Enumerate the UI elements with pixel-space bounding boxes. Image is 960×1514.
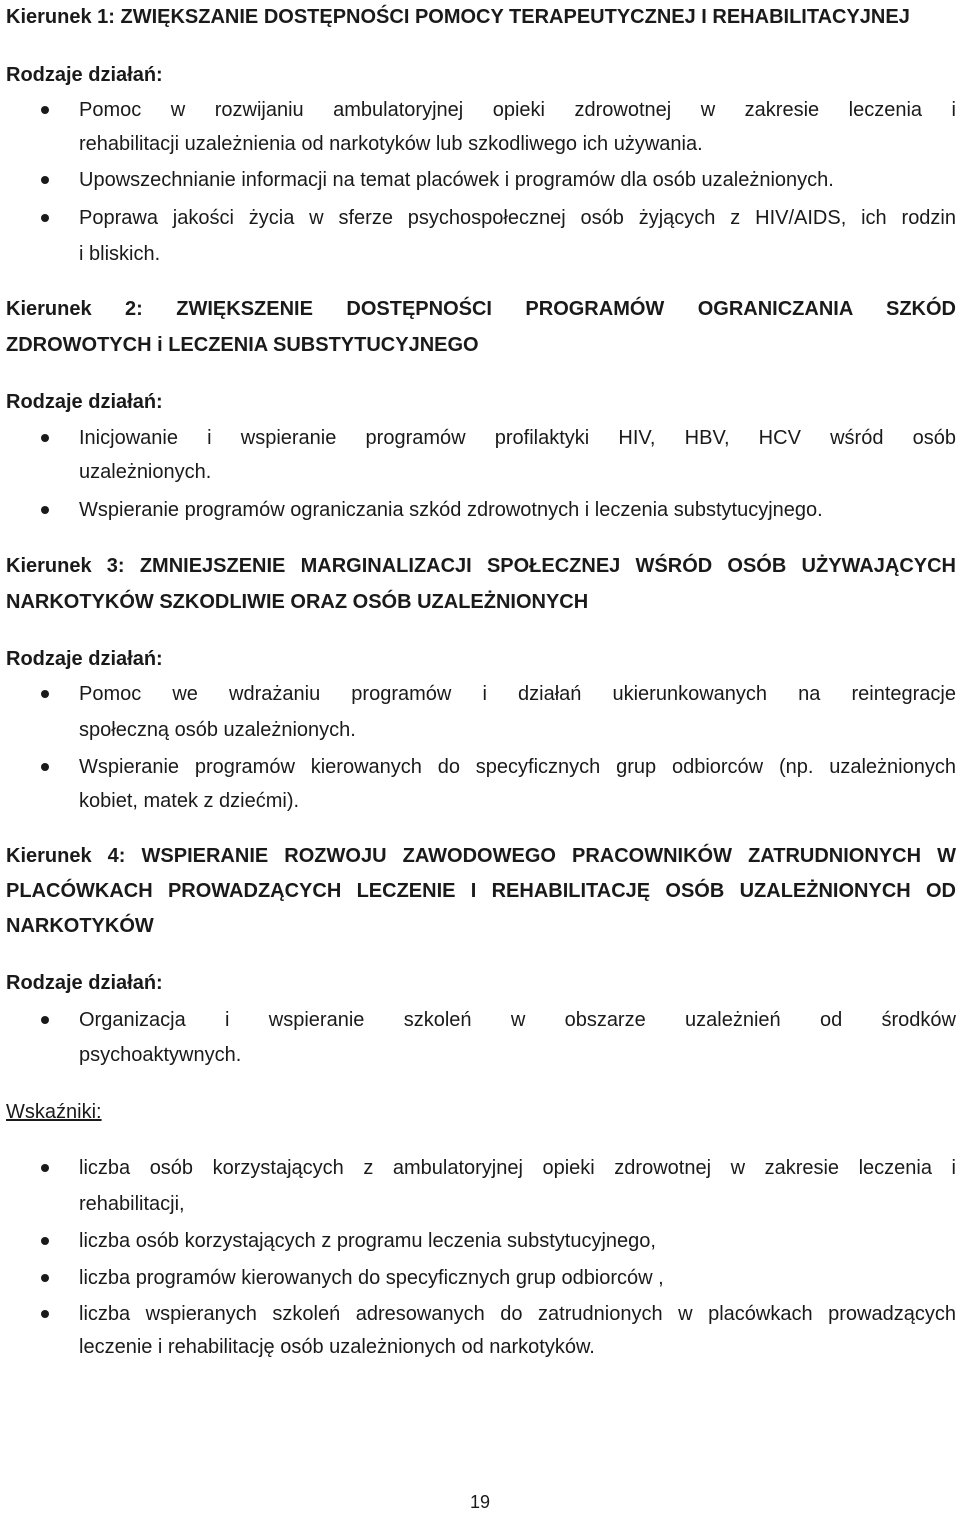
indicator-item: liczba osób korzystających z programu leczenia substytucyjnego, xyxy=(79,1230,656,1252)
actions-label: Rodzaje działań: xyxy=(6,64,163,86)
actions-label: Rodzaje działań: xyxy=(6,972,163,994)
list-item: Upowszechnianie informacji na temat placówek i programów dla osób uzależnionych. xyxy=(79,169,834,191)
list-item: Pomoc w rozwijaniu ambulatoryjnej opieki zdrowotnej w zakresie leczenia i xyxy=(79,99,956,121)
section-heading-continuation: NARKOTYKÓW SZKODLIWIE ORAZ OSÓB UZALEŻNIONYCH xyxy=(6,591,589,613)
page-number: 19 xyxy=(469,1492,491,1512)
bullet-icon xyxy=(41,176,49,184)
actions-label: Rodzaje działań: xyxy=(6,648,163,670)
list-item-continuation: rehabilitacji uzależnienia od narkotyków lub szkodliwego ich używania. xyxy=(79,133,703,155)
section-heading: Kierunek 2: ZWIĘKSZENIE DOSTĘPNOŚCI PROGRAMÓW OGRANICZANIA SZKÓD xyxy=(6,298,956,320)
bullet-icon xyxy=(41,214,49,222)
indicator-item-continuation: rehabilitacji, xyxy=(79,1193,185,1215)
bullet-icon xyxy=(41,1274,49,1282)
list-item-continuation: społeczną osób uzależnionych. xyxy=(79,719,356,741)
section-heading-continuation: NARKOTYKÓW xyxy=(6,915,154,937)
section-heading-continuation: PLACÓWKACH PROWADZĄCYCH LECZENIE I REHABILITACJĘ OSÓB UZALEŻNIONYCH OD xyxy=(6,880,956,902)
section-heading: Kierunek 3: ZMNIEJSZENIE MARGINALIZACJI SPOŁECZNEJ WŚRÓD OSÓB UŻYWAJĄCYCH xyxy=(6,555,956,577)
bullet-icon xyxy=(41,690,49,698)
indicator-item: liczba wspieranych szkoleń adresowanych do zatrudnionych w placówkach prowadzących xyxy=(79,1303,956,1325)
list-item: Inicjowanie i wspieranie programów profilaktyki HIV, HBV, HCV wśród osób xyxy=(79,427,956,449)
bullet-icon xyxy=(41,1164,49,1172)
bullet-icon xyxy=(41,506,49,514)
list-item-continuation: uzależnionych. xyxy=(79,461,212,483)
bullet-icon xyxy=(41,1016,49,1024)
section-heading-continuation: ZDROWOTYCH i LECZENIA SUBSTYTUCYJNEGO xyxy=(6,334,479,356)
list-item-continuation: psychoaktywnych. xyxy=(79,1044,242,1066)
list-item: Organizacja i wspieranie szkoleń w obszarze uzależnień od środków xyxy=(79,1009,956,1031)
list-item: Wspieranie programów ograniczania szkód zdrowotnych i leczenia substytucyjnego. xyxy=(79,499,823,521)
list-item: Pomoc we wdrażaniu programów i działań ukierunkowanych na reintegracje xyxy=(79,683,956,705)
indicator-item-continuation: leczenie i rehabilitację osób uzależnionych od narkotyków. xyxy=(79,1336,595,1358)
bullet-icon xyxy=(41,106,49,114)
bullet-icon xyxy=(41,1237,49,1245)
indicator-item: liczba programów kierowanych do specyficznych grup odbiorców , xyxy=(79,1267,664,1289)
actions-label: Rodzaje działań: xyxy=(6,391,163,413)
section-heading: Kierunek 4: WSPIERANIE ROZWOJU ZAWODOWEGO PRACOWNIKÓW ZATRUDNIONYCH W xyxy=(6,845,956,867)
indicator-item: liczba osób korzystających z ambulatoryjnej opieki zdrowotnej w zakresie leczenia i xyxy=(79,1157,956,1179)
indicators-label: Wskaźniki: xyxy=(6,1101,102,1123)
list-item-continuation: kobiet, matek z dziećmi). xyxy=(79,790,300,812)
bullet-icon xyxy=(41,1310,49,1318)
list-item: Poprawa jakości życia w sferze psychospołecznej osób żyjących z HIV/AIDS, ich rodzin xyxy=(79,207,956,229)
list-item-continuation: i bliskich. xyxy=(79,243,161,265)
bullet-icon xyxy=(41,763,49,771)
section-heading: Kierunek 1: ZWIĘKSZANIE DOSTĘPNOŚCI POMOCY TERAPEUTYCZNEJ I REHABILITACYJNEJ xyxy=(6,6,910,28)
bullet-icon xyxy=(41,434,49,442)
list-item: Wspieranie programów kierowanych do specyficznych grup odbiorców (np. uzależnionych xyxy=(79,756,956,778)
